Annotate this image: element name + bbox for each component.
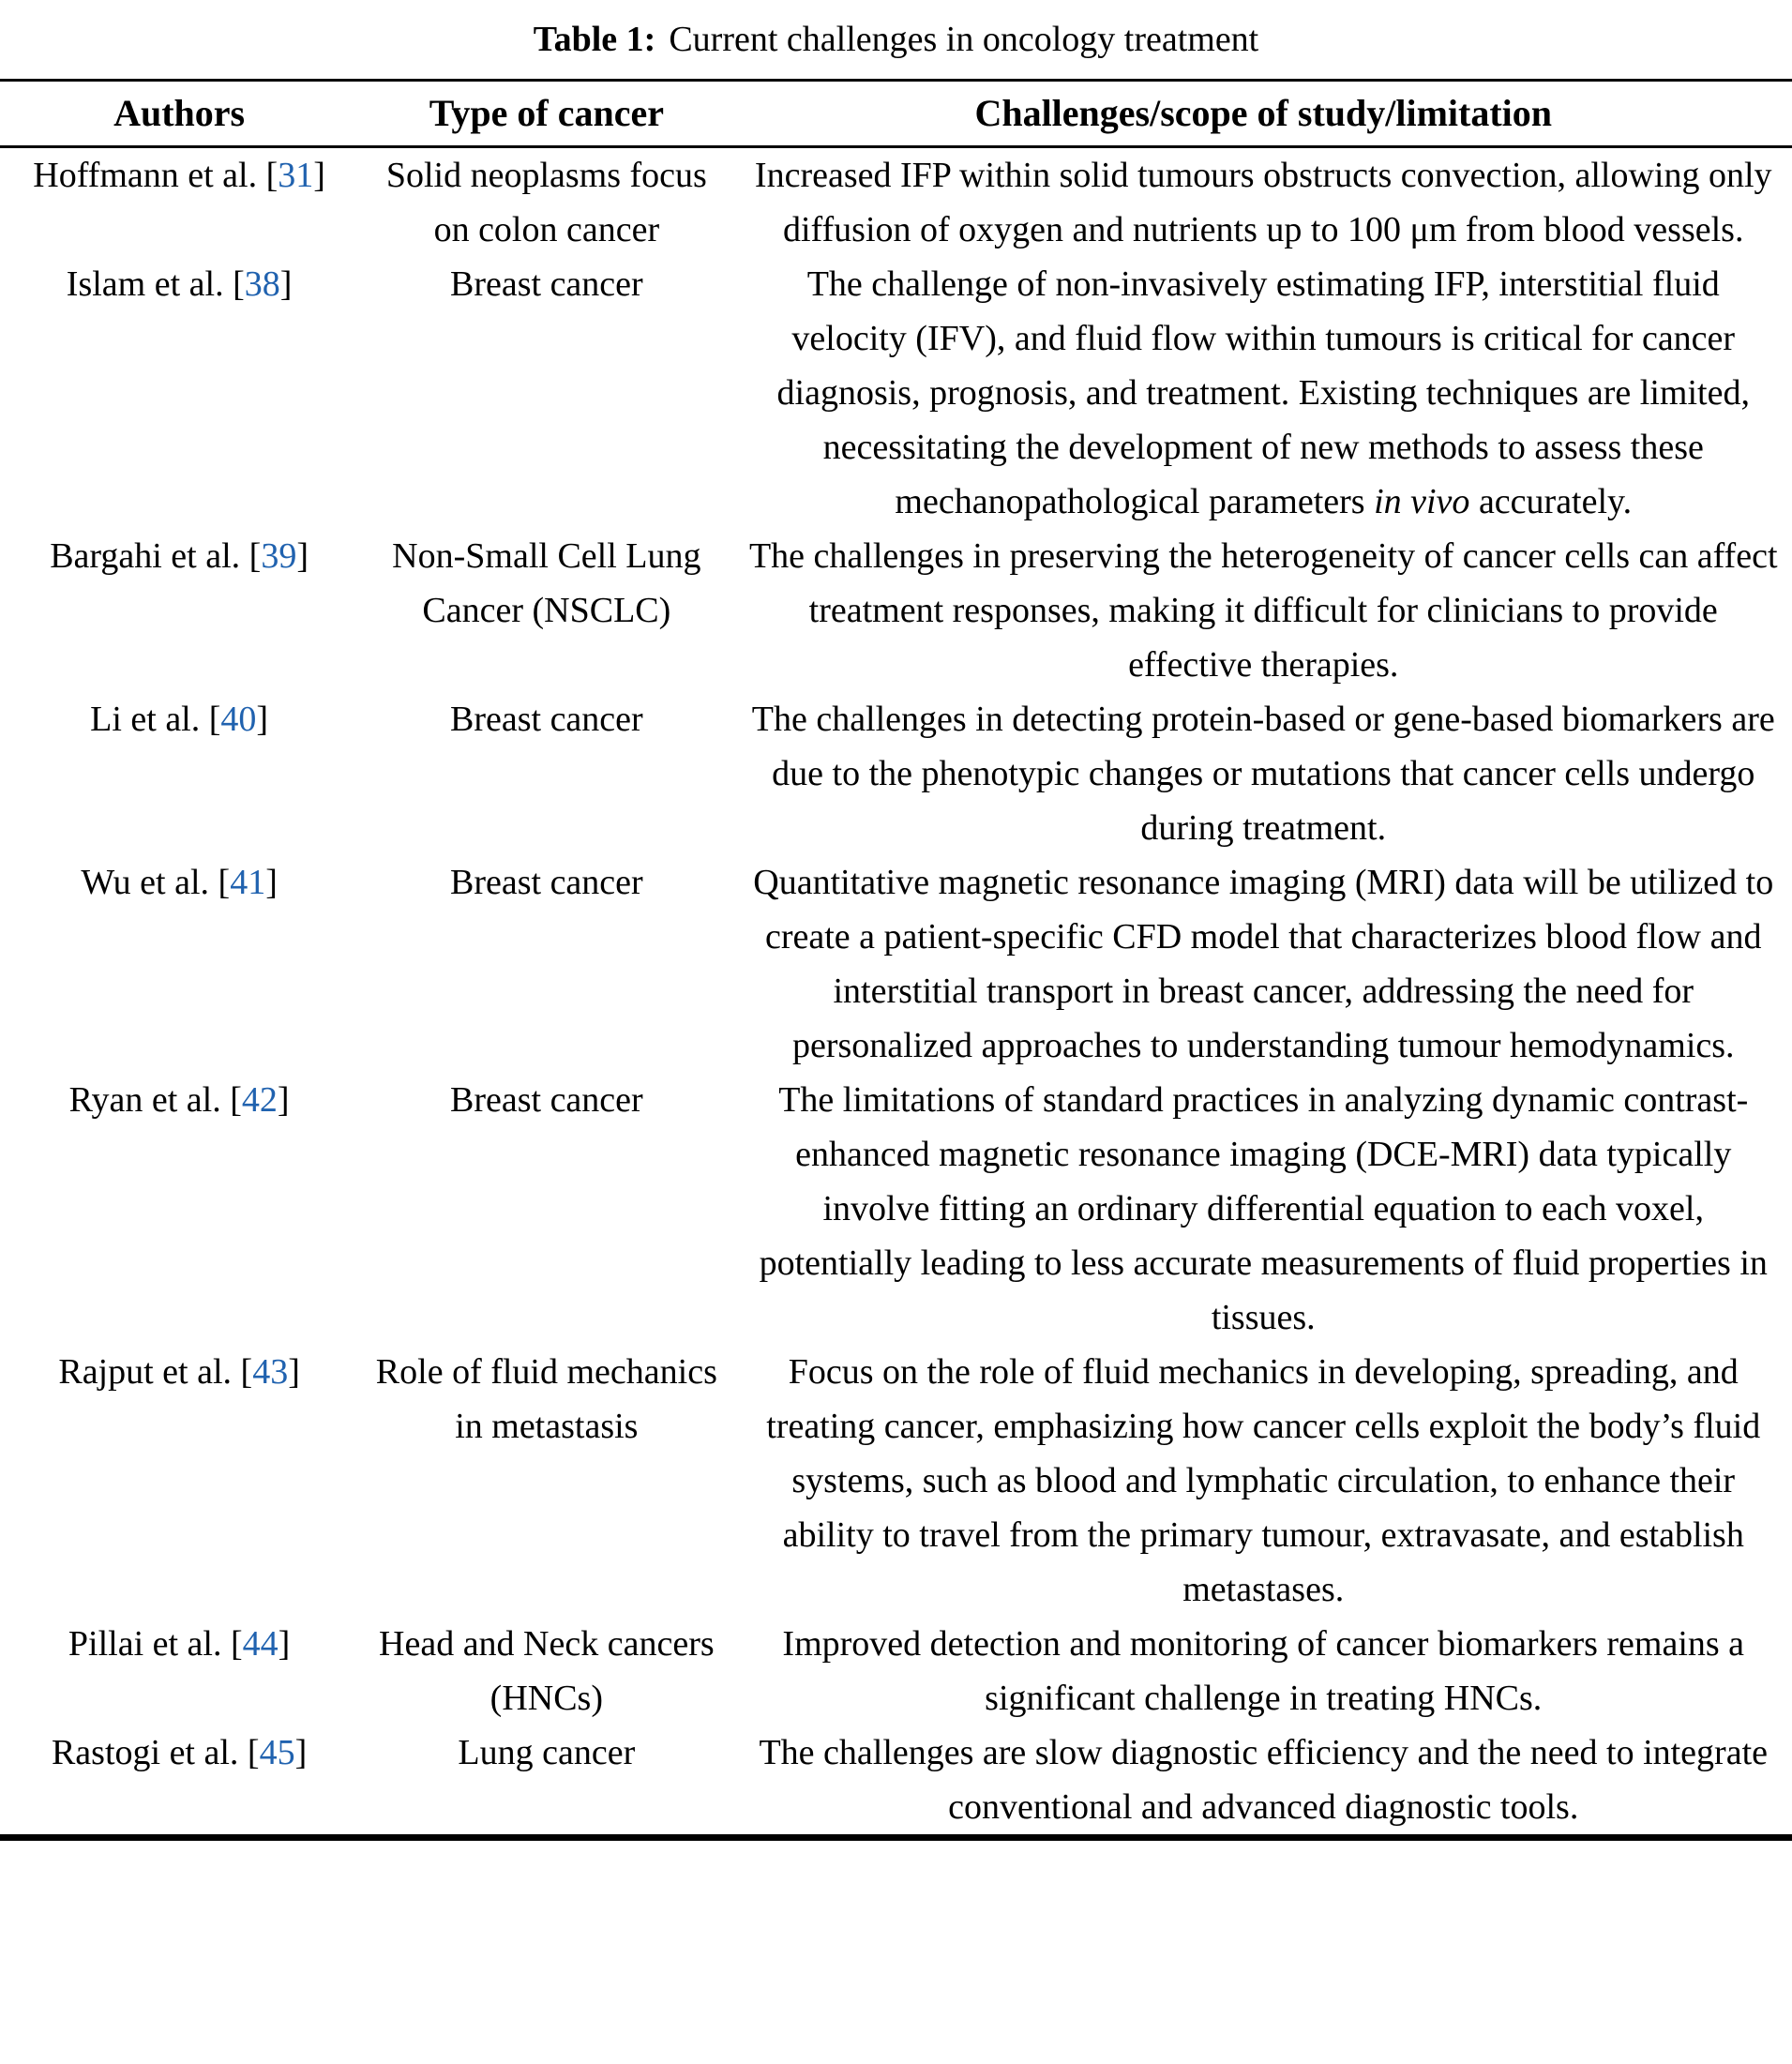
author-cell: [0, 147, 358, 258]
table-row: [0, 1073, 1792, 1345]
table-row: [0, 257, 1792, 529]
cancer-type-cell: Breast cancer: [449, 700, 643, 739]
header-challenges: Challenges/scope of study/limitation: [734, 81, 1792, 147]
challenge-text: The challenges in preserving the heterogeneity of cancer cells can affect treatment responses, making it difficult for clinicians to provide effective therapies.: [748, 536, 1778, 685]
header-type-of-cancer: Type of cancer: [358, 81, 734, 147]
citation-link[interactable]: 31: [278, 156, 314, 195]
challenges-table: [0, 79, 1792, 1841]
citation-link[interactable]: 44: [242, 1624, 279, 1664]
author-cell: [0, 692, 358, 855]
author-text: Rajput et al. [: [58, 1352, 253, 1392]
table-row: [0, 1725, 1792, 1838]
header-row: [0, 81, 1792, 147]
cancer-type-cell: Breast cancer: [449, 863, 643, 902]
header-authors: Authors: [0, 81, 358, 147]
citation-close-bracket: ]: [265, 863, 278, 902]
cancer-type-cell: Solid neoplasms focus on colon cancer: [385, 156, 707, 249]
author-text: Hoffmann et al. [: [33, 156, 279, 195]
citation-link[interactable]: 41: [230, 863, 266, 902]
cancer-type-cell: Non-Small Cell Lung Cancer (NSCLC): [392, 536, 701, 630]
challenge-text: Quantitative magnetic resonance imaging (MRI) data will be utilized to create a patient-specific CFD model that characterizes blood flow and interstitial transport in breast cancer, addressing the need for personalized approaches to understanding tumour hemodynamics.: [753, 863, 1774, 1065]
citation-close-bracket: ]: [288, 1352, 300, 1392]
citation-close-bracket: ]: [256, 700, 269, 739]
table-row: [0, 1617, 1792, 1725]
citation-link[interactable]: 39: [261, 536, 297, 576]
challenge-text: Increased IFP within solid tumours obstructs convection, allowing only diffusion of oxygen and nutrients up to 100 μm from blood vessels.: [754, 156, 1772, 249]
challenge-cell: [734, 147, 1792, 258]
citation-link[interactable]: 38: [244, 264, 280, 304]
table-body: [0, 147, 1792, 1838]
author-text: Islam et al. [: [66, 264, 245, 304]
challenge-text: The limitations of standard practices in analyzing dynamic contrast-enhanced magnetic resonance imaging (DCE-MRI) data typically involve fitting an ordinary differential equation to each voxel, potentially leading to less accurate measurements of fluid properties in tissues.: [759, 1080, 1768, 1337]
table-row: [0, 855, 1792, 1073]
author-cell: [0, 257, 358, 529]
author-text: Ryan et al. [: [68, 1080, 242, 1120]
challenge-cell: [734, 1617, 1792, 1725]
citation-close-bracket: ]: [294, 1733, 308, 1772]
author-text: Li et al. [: [90, 700, 221, 739]
challenge-text: The challenges in detecting protein-based or gene-based biomarkers are due to the phenotypic changes or mutations that cancer cells undergo during treatment.: [751, 700, 1775, 848]
author-cell: [0, 1725, 358, 1838]
author-text: Wu et al. [: [81, 863, 231, 902]
cancer-type-cell: Lung cancer: [458, 1733, 636, 1772]
challenge-text-italic: in vivo: [1374, 482, 1470, 521]
citation-close-bracket: ]: [277, 1080, 290, 1120]
citation-link[interactable]: 45: [259, 1733, 295, 1772]
challenge-text: Improved detection and monitoring of cancer biomarkers remains a significant challenge in treating HNCs.: [782, 1624, 1745, 1718]
table-row: [0, 529, 1792, 692]
challenge-text: The challenges are slow diagnostic efficiency and the need to integrate conventional and advanced diagnostic tools.: [759, 1733, 1768, 1827]
table-row: [0, 692, 1792, 855]
citation-close-bracket: ]: [279, 264, 293, 304]
author-cell: [0, 529, 358, 692]
challenge-text: Focus on the role of fluid mechanics in developing, spreading, and treating cancer, emphasizing how cancer cells exploit the body’s fluid systems, such as blood and lymphatic circulation, to enhance their ability to travel from the primary tumour, extravasate, and establish metastases.: [766, 1352, 1761, 1609]
table-row: [0, 147, 1792, 258]
citation-link[interactable]: 43: [252, 1352, 289, 1392]
table-caption-label: Table 1:: [533, 20, 656, 59]
author-text: Rastogi et al. [: [51, 1733, 260, 1772]
table-caption-text: Current challenges in oncology treatment: [669, 20, 1259, 59]
citation-link[interactable]: 42: [241, 1080, 278, 1120]
citation-close-bracket: ]: [278, 1624, 291, 1664]
challenge-cell: [734, 1345, 1792, 1617]
cancer-type-cell: Head and Neck cancers (HNCs): [379, 1624, 715, 1718]
author-cell: [0, 1617, 358, 1725]
cancer-type-cell: Breast cancer: [449, 264, 643, 304]
author-text: Pillai et al. [: [68, 1624, 243, 1664]
table-caption: [0, 9, 1792, 79]
cancer-type-cell: Breast cancer: [449, 1080, 643, 1120]
challenge-cell: [734, 855, 1792, 1073]
cancer-type-cell: Role of fluid mechanics in metastasis: [375, 1352, 717, 1446]
challenge-cell: [734, 1725, 1792, 1838]
citation-close-bracket: ]: [313, 156, 325, 195]
author-cell: [0, 1073, 358, 1345]
challenge-text: The challenge of non-invasively estimating IFP, interstitial fluid velocity (IFV), and fluid flow within tumours is critical for cancer diagnosis, prognosis, and treatment. Existing techniques are limited, necessitating the development of new methods to assess these mechanopathological parameters: [776, 264, 1750, 521]
table-header: [0, 81, 1792, 147]
challenge-cell: [734, 692, 1792, 855]
citation-link[interactable]: 40: [220, 700, 257, 739]
table-row: [0, 1345, 1792, 1617]
citation-close-bracket: ]: [296, 536, 309, 576]
author-text: Bargahi et al. [: [50, 536, 262, 576]
challenge-cell: [734, 1073, 1792, 1345]
author-cell: [0, 1345, 358, 1617]
challenge-cell: [734, 529, 1792, 692]
challenge-text: accurately.: [1469, 482, 1633, 521]
author-cell: [0, 855, 358, 1073]
challenge-cell: [734, 257, 1792, 529]
